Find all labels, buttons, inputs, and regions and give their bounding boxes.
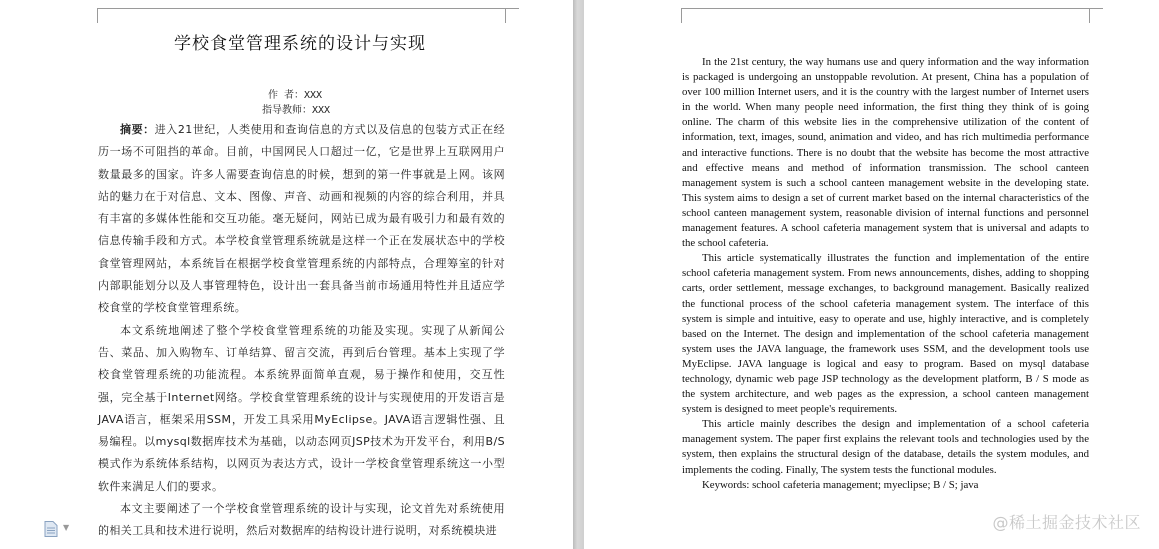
crop-mark bbox=[505, 8, 519, 9]
abstract-paragraph: In the 21st century, the way humans use and query information and the way information is packaged is undergoing an unstoppable revolution. At present, China has a population of over 100 million Internet users, and it is the country with the largest number of Internet users in the world. When many people need information, the first thing they think of is going online. The charm of this website lies in the comprehensive utilization of the content of information, text, images, sound, animation and video, and has rich multimedia performance and interactive functions. There is no doubt that the website has become the most attractive and effective means and method of information transmission. The school canteen management system is such a school canteen management website in the developing state. This system aims to design a set of current market based on the internal characteristics of the school canteen management system, reasonable division of internal functions and personnel management features. A school cafeteria management system that is universal and adapts to the school cafeteria. bbox=[682, 56, 1089, 250]
watermark: @稀土掘金技术社区 bbox=[992, 513, 1141, 532]
chevron-down-icon[interactable]: ▼ bbox=[63, 523, 70, 532]
author-line: 作 者：XXX bbox=[268, 90, 323, 101]
advisor-line: 指导教师：XXX bbox=[262, 105, 331, 116]
document-title: 学校食堂管理系统的设计与实现 bbox=[174, 34, 426, 54]
document-page-left bbox=[0, 0, 573, 549]
keywords-line: Keywords: school cafeteria management; myeclipse; B / S; java bbox=[702, 478, 979, 491]
header-line bbox=[115, 8, 505, 9]
abstract-label: 摘要： bbox=[120, 123, 155, 136]
abstract-paragraph: 本文主要阐述了一个学校食堂管理系统的设计与实现，论文首先对系统使用的相关工具和技术进行说明，然后对数据库的结构设计进行说明，对系统模块进 bbox=[98, 502, 505, 538]
crop-mark bbox=[1089, 8, 1103, 9]
english-abstract bbox=[682, 55, 1089, 493]
abstract-paragraph: This article systematically illustrates the function and implementation of the entire school cafeteria management system. From news announcements, dishes, adding to shopping carts, order settlement, message exchanges, to background management. Basically realized the functional process of the school cafeteria management system. The interface of this system is simple and intuitive, easy to operate and use, highly interactive, and is completely based on the Internet. The design and implementation of the school cafeteria management system uses the JAVA language, the framework uses SSM, and the development tools use MyEclipse. JAVA language is logical and easy to program. Based on mysql database technology, dynamic web page JSP technology as the development platform, B / S mode as the system architecture, and web pages as the expression, a school canteen management system is designed to meet people's requirements. bbox=[682, 252, 1089, 416]
header-line bbox=[699, 8, 1089, 9]
chinese-abstract bbox=[98, 119, 505, 543]
crop-mark bbox=[505, 8, 506, 23]
abstract-text: 进入21世纪，人类使用和查询信息的方式以及信息的包装方式正在经历一场不可阻挡的革命。目前，中国网民人口超过一亿，它是世界上互联网用户数量最多的国家。许多人需要查询信息的时候，想到的第一件事就是上网。该网站的魅力在于对信息、文本、图像、声音、动画和视频的内容的综合利用，并具有丰富的多媒体性能和交互功能。毫无疑问，网站已成为最有吸引力和最有效的信息传输手段和方式。本学校食堂管理系统就是这样一个正在发展状态中的学校食堂管理网站，本系统旨在根据学校食堂管理系统的内部特点，合理筹室的针对内部职能划分以及人事管理特色，设计出一套具备当前市场通用特性并且适应学校食堂的学校食堂管理系统。 bbox=[98, 123, 505, 315]
crop-mark bbox=[681, 8, 682, 23]
document-icon[interactable] bbox=[44, 521, 58, 537]
page-gutter bbox=[573, 0, 584, 549]
crop-mark bbox=[681, 8, 699, 9]
abstract-paragraph: 本文系统地阐述了整个学校食堂管理系统的功能及实现。实现了从新闻公告、菜品、加入购物车、订单结算、留言交流，再到后台管理。基本上实现了学校食堂管理系统的功能流程。本系统界面简单直观，易于操作和使用，交互性强，完全基于Internet网络。学校食堂管理系统的设计与实现使用的开发语言是JAVA语言，框架采用SSM，开发工具采用MyEclipse。JAVA语言逻辑性强、且易编程。以mysql数据库技术为基础，以动态网页JSP技术为开发平台，利用B/S模式作为系统体系结构，以网页为表达方式，设计一学校食堂管理系统这一小型软件来满足人们的要求。 bbox=[98, 323, 505, 493]
abstract-paragraph bbox=[98, 119, 505, 320]
crop-mark bbox=[1089, 8, 1090, 23]
document-page-right bbox=[584, 0, 1159, 549]
crop-mark bbox=[97, 8, 115, 9]
abstract-paragraph: This article mainly describes the design and implementation of a school cafeteria management system. The paper first explains the relevant tools and technologies used by the system, then explains the structural design of the database, details the system modules, and implements the coding. Finally, The system tests the functional modules. bbox=[682, 418, 1089, 476]
crop-mark bbox=[97, 8, 98, 23]
